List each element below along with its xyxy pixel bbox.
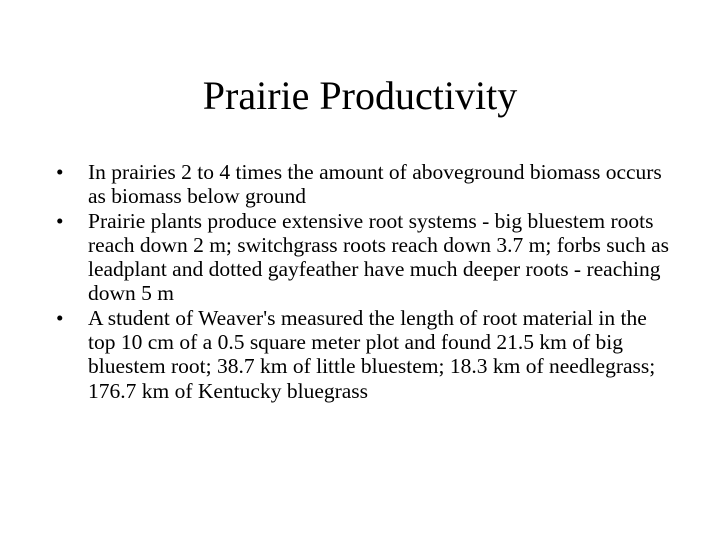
- bullet-dot-icon: •: [56, 305, 64, 330]
- slide-title: Prairie Productivity: [202, 73, 518, 118]
- bullet-dot-icon: •: [56, 208, 64, 233]
- bullet-text: In prairies 2 to 4 times the amount of aboveground biomass occurs as biomass below ground: [88, 160, 662, 209]
- bullet-item: [56, 306, 676, 403]
- bullet-text: A student of Weaver's measured the length of root material in the top 10 cm of a 0.5 square meter plot and found 21.5 km of big bluestem root; 38.7 km of little bluestem; 18.3 km of needlegrass; 176.7 km of Kentucky bluegrass: [88, 305, 656, 403]
- bullet-dot-icon: •: [56, 160, 64, 184]
- bullet-text: Prairie plants produce extensive root systems - big bluestem roots reach down 2 m; switchgrass roots reach down 3.7 m; forbs such as leadplant and dotted gayfeather have much deeper roots - reaching down 5 m: [88, 208, 669, 306]
- bullet-list: [56, 160, 676, 403]
- bullet-item: [56, 209, 676, 306]
- bullet-item: [56, 160, 676, 209]
